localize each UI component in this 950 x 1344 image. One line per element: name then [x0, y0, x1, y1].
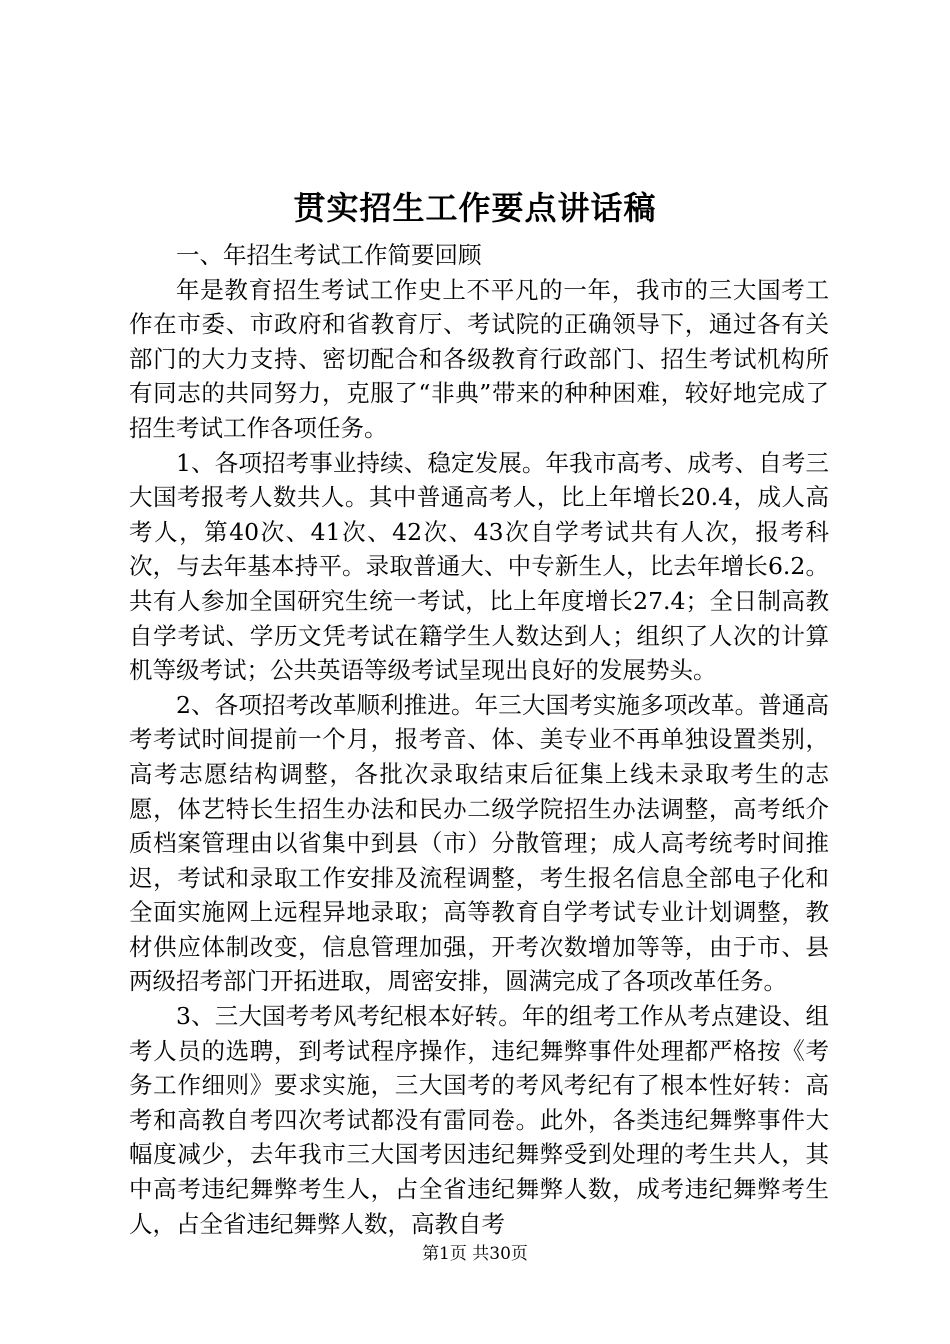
page-number-footer: 第1页 共30页 — [422, 1244, 528, 1264]
body-paragraph: 2、各项招考改革顺利推进。年三大国考实施多项改革。普通高考考试时间提前一个月，报考音、体、美专业不再单独设置类别，高考志愿结构调整，各批次录取结束后征集上线未录取考生的志愿，体艺特长生招生办法和民办二级学院招生办法调整，高考纸介质档案管理由以省集中到县（市）分散管理；成人高考统考时间推迟，考试和录取工作安排及流程调整，考生报名信息全部电子化和全面实施网上远程异地录取；高等教育自学考试专业计划调整，教材供应体制改变，信息管理加强，开考次数增加等等，由于市、县两级招考部门开拓进取，周密安排，圆满完成了各项改革任务。 — [129, 690, 829, 996]
body-paragraph: 3、三大国考考风考纪根本好转。年的组考工作从考点建设、组考人员的选聘，到考试程序操作，违纪舞弊事件处理都严格按《考务工作细则》要求实施，三大国考的考风考纪有了根本性好转：高考和高教自考四次考试都没有雷同卷。此外，各类违纪舞弊事件大幅度减少，去年我市三大国考因违纪舞弊受到处理的考生共人，其中高考违纪舞弊考生人，占全省违纪舞弊人数，成考违纪舞弊考生人，占全省违纪舞弊人数，高教自考 — [129, 1002, 829, 1238]
document-title: 贯实招生工作要点讲话稿 — [293, 189, 657, 227]
body-paragraph: 1、各项招考事业持续、稳定发展。年我市高考、成考、自考三大国考报考人数共人。其中普通高考人，比上年增长20.4，成人高考人，第40次、41次、42次、43次自学考试共有人次，报考科次，与去年基本持平。录取普通大、中专新生人，比去年增长6.2。共有人参加全国研究生统一考试，比上年度增长27.4；全日制高教自学考试、学历文凭考试在籍学生人数达到人；组织了人次的计算机等级考试；公共英语等级考试呈现出良好的发展势头。 — [129, 448, 829, 685]
document-body — [129, 238, 829, 1241]
body-paragraph: 年是教育招生考试工作史上不平凡的一年，我市的三大国考工作在市委、市政府和省教育厅、考试院的正确领导下，通过各有关部门的大力支持、密切配合和各级教育行政部门、招生考试机构所有同志的共同努力，克服了“非典”带来的种种困难，较好地完成了招生考试工作各项任务。 — [129, 275, 829, 442]
section-heading: 一、年招生考试工作简要回顾 — [176, 241, 482, 269]
